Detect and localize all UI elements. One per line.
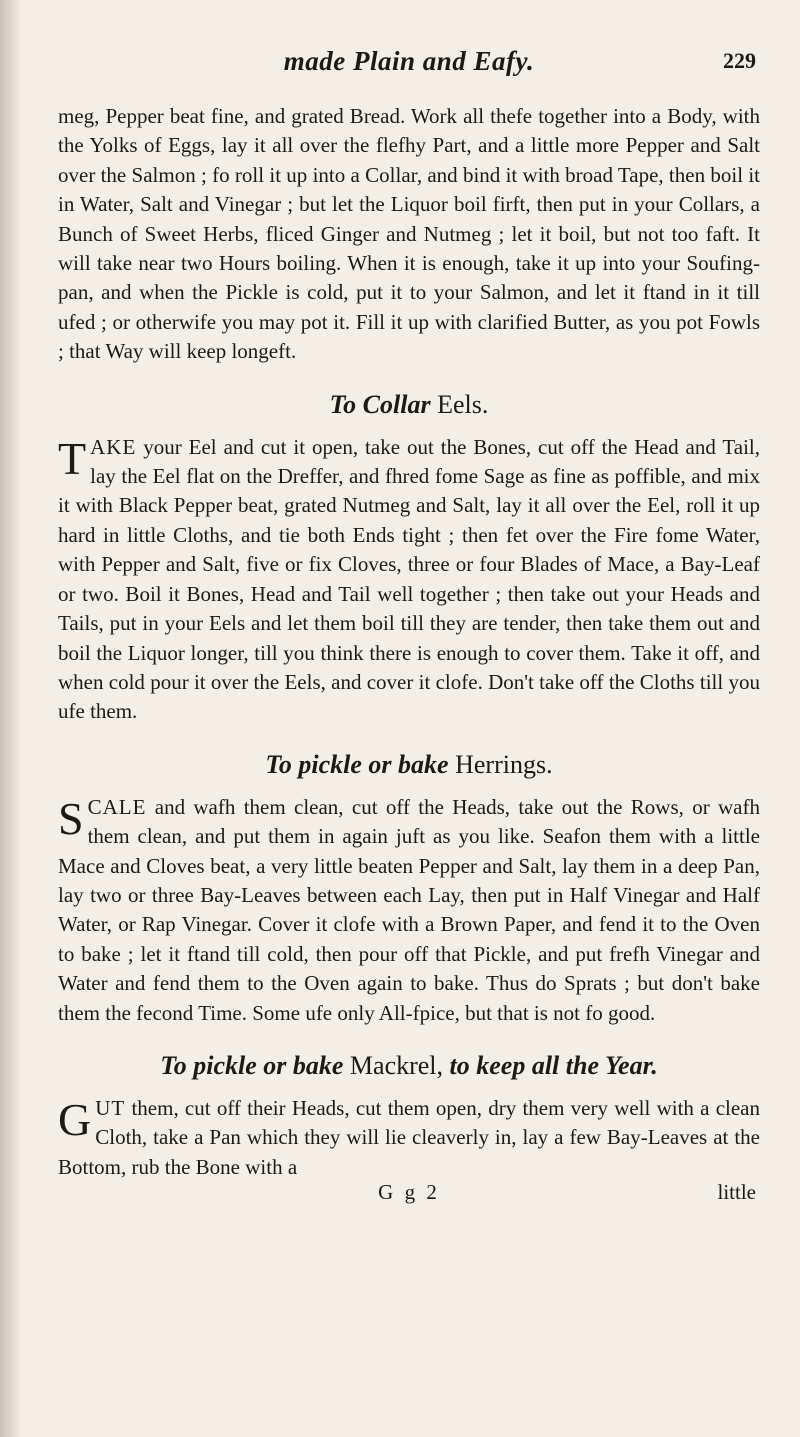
recipe-body: your Eel and cut it open, take out the Bones, cut off the Head and Tail, lay the Eel flat on the Dreffer, and fhred fome Sage as fine as poffible, and mix it with Black Pepper beat, grated Nutmeg and Salt, lay it all over the Eel, roll it up hard in little Cloths, and tie both Ends tight ; then fet over the Fire fome Water, with Pepper and Salt, five or fix Cloves, three or four Blades of Mace, a Bay-Leaf or two. Boil it Bones, Head and Tail well together ; then take out your Heads and Tails, put in your Eels and let them boil till they are tender, then take them out and boil the Liquor longer, till you think there is enough to cover them. Take it off, and when cold pour it over the Eels, and cover it clofe. Don't take off the Cloths till you ufe them.	[58, 434, 760, 724]
recipe-text-mackrel	[58, 1094, 760, 1182]
heading-italic-part: To Collar	[329, 389, 431, 419]
drop-cap: S	[58, 792, 84, 844]
heading-italic-part: To pickle or bake	[265, 749, 449, 779]
heading-italic-tail: to keep all the Year.	[449, 1050, 658, 1080]
recipe-heading-mackrel	[58, 1050, 760, 1082]
recipe-heading-herrings	[58, 749, 760, 781]
recipe-body: them, cut off their Heads, cut them open, dry them very well with a clean Cloth, take a Pan which they will lie cleaverly in, lay a few Bay-Leaves at the Bottom, rub the Bone with a	[58, 1095, 760, 1179]
drop-cap: G	[58, 1093, 92, 1145]
recipe-heading-collar-eels	[58, 389, 760, 421]
heading-roman-part: Eels.	[437, 389, 489, 419]
running-head	[58, 46, 760, 100]
signature-mark: G g 2	[378, 1180, 440, 1205]
recipe-text-collar-eels	[58, 433, 760, 727]
running-title: made Plain and Eafy.	[283, 46, 535, 76]
heading-roman-part: Mackrel,	[349, 1050, 444, 1080]
lead-caps: CALE	[87, 794, 147, 819]
catchword: little	[717, 1180, 756, 1205]
recipe-text-herrings	[58, 793, 760, 1028]
heading-italic-part: To pickle or bake	[160, 1050, 344, 1080]
recipe-body: and wafh them clean, cut off the Heads, take out the Rows, or wafh them clean, and put them in again juft as you like. Seafon them with a little Mace and Cloves beat, a very little beaten Pepper and Salt, lay them in a deep Pan, lay two or three Bay-Leaves between each Lay, then put in Half Vinegar and Half Water, or Rap Vinegar. Cover it clofe with a Brown Paper, and fend it to the Oven to bake ; let it ftand till cold, then pour off that Pickle, and put frefh Vinegar and Water and fend them to the Oven again to bake. Thus do Sprats ; but don't bake them the fecond Time. Some ufe only All-fpice, but that is not fo good.	[58, 794, 760, 1025]
page-number: 229	[723, 48, 756, 73]
lead-caps: AKE	[90, 434, 137, 459]
continued-paragraph: meg, Pepper beat fine, and grated Bread. Work all thefe together into a Body, with the Yolks of Eggs, lay it all over the flefhy Part, and a little more Pepper and Salt over the Salmon ; fo roll it up into a Collar, and bind it with broad Tape, then boil it in Water, Salt and Vinegar ; but let the Liquor boil firft, then put in your Collars, a Bunch of Sweet Herbs, fliced Ginger and Nutmeg ; let it boil, but not too faft. It will take near two Hours boiling. When it is enough, take it up into your Soufing-pan, and when the Pickle is cold, put it to your Salmon, and let it ftand in it till ufed ; or otherwife you may pot it. Fill it up with clarified Butter, as you pot Fowls ; that Way will keep longeft.	[58, 104, 760, 364]
page-footer	[58, 1180, 760, 1210]
heading-roman-part: Herrings.	[455, 749, 553, 779]
lead-caps: UT	[95, 1095, 126, 1120]
drop-cap: T	[58, 432, 87, 484]
